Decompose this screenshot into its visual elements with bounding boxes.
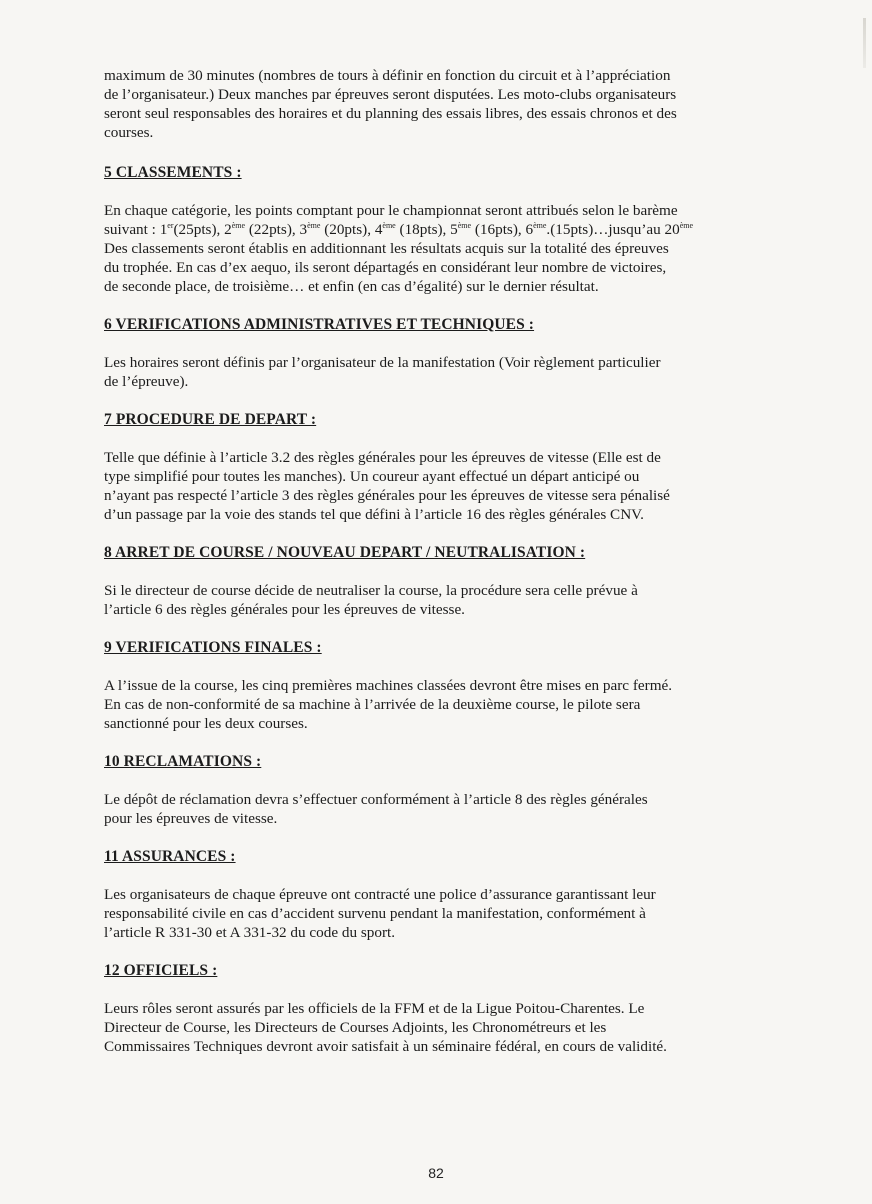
paragraph-line: Leurs rôles seront assurés par les officiels de la FFM et de la Ligue Poitou-Charentes. Le bbox=[104, 1000, 645, 1017]
rank-1: 1er(25pts), bbox=[159, 221, 225, 238]
intro-paragraph bbox=[104, 66, 784, 142]
rank-3: 3ème (20pts), bbox=[299, 221, 375, 238]
page-content bbox=[104, 66, 784, 1056]
paragraph-line: A l’issue de la course, les cinq premières machines classées devront être mises en parc fermé. bbox=[104, 677, 673, 694]
procedure-depart-paragraph bbox=[104, 448, 784, 524]
section-heading-verifications-administratives: 6 VERIFICATIONS ADMINISTRATIVES ET TECHNIQUES : bbox=[104, 316, 535, 333]
section-heading-reclamations: 10 RECLAMATIONS : bbox=[104, 753, 262, 770]
paragraph-line: Le dépôt de réclamation devra s’effectuer conformément à l’article 8 des règles générales bbox=[104, 791, 648, 808]
scan-edge-mark bbox=[863, 18, 866, 68]
points-scale-line bbox=[104, 221, 693, 238]
rank-4: 4ème (18pts), bbox=[374, 221, 451, 238]
paragraph-line: l’article 6 des règles générales pour les épreuves de vitesse. bbox=[104, 601, 465, 618]
rank-5: 5ème (16pts), bbox=[450, 221, 526, 238]
paragraph-line: responsabilité civile en cas d’accident survenu pendant la manifestation, conformément à bbox=[104, 905, 646, 922]
points-scale-prefix: suivant : bbox=[104, 221, 160, 238]
paragraph-line: Directeur de Course, les Directeurs de Courses Adjoints, les Chronométreurs et les bbox=[104, 1019, 607, 1036]
section-heading-procedure-depart: 7 PROCEDURE DE DEPART : bbox=[104, 411, 317, 428]
rank-2: 2ème (22pts), bbox=[224, 221, 300, 238]
paragraph-line: Commissaires Techniques devront avoir satisfait à un séminaire fédéral, en cours de validité. bbox=[104, 1038, 667, 1055]
paragraph-line: pour les épreuves de vitesse. bbox=[104, 810, 278, 827]
paragraph-line: En cas de non-conformité de sa machine à l’arrivée de la deuxième course, le pilote sera bbox=[104, 696, 641, 713]
classements-line: de seconde place, de troisième… et enfin (en cas d’égalité) sur le dernier résultat. bbox=[104, 278, 599, 295]
page-number: 82 bbox=[428, 1165, 444, 1181]
intro-line: courses. bbox=[104, 124, 154, 141]
paragraph-line: n’ayant pas respecté l’article 3 des règles générales pour les épreuves de vitesse sera pénalisé bbox=[104, 487, 670, 504]
rank-20: 20ème bbox=[664, 221, 694, 238]
classements-line: du trophée. En cas d’ex aequo, ils seront départagés en considérant leur nombre de victoires, bbox=[104, 259, 667, 276]
intro-line: de l’organisateur.) Deux manches par épreuves seront disputées. Les moto-clubs organisateurs bbox=[104, 86, 677, 103]
verifications-administratives-paragraph bbox=[104, 353, 784, 391]
verifications-finales-paragraph bbox=[104, 676, 784, 733]
section-heading-classements: 5 CLASSEMENTS : bbox=[104, 164, 242, 181]
classements-paragraph bbox=[104, 201, 784, 296]
section-heading-arret-de-course: 8 ARRET DE COURSE / NOUVEAU DEPART / NEUTRALISATION : bbox=[104, 544, 586, 561]
paragraph-line: Les organisateurs de chaque épreuve ont contracté une police d’assurance garantissant leur bbox=[104, 886, 656, 903]
intro-line: maximum de 30 minutes (nombres de tours à définir en fonction du circuit et à l’appréciation bbox=[104, 67, 671, 84]
officiels-paragraph bbox=[104, 999, 784, 1056]
paragraph-line: type simplifié pour toutes les manches). Un coureur ayant effectué un départ anticipé ou bbox=[104, 468, 640, 485]
classements-line: Des classements seront établis en additionnant les résultats acquis sur la totalité des épreuves bbox=[104, 240, 669, 257]
arret-de-course-paragraph bbox=[104, 581, 784, 619]
paragraph-line: sanctionné pour les deux courses. bbox=[104, 715, 308, 732]
paragraph-line: d’un passage par la voie des stands tel que défini à l’article 16 des règles générales CNV. bbox=[104, 506, 644, 523]
classements-line: En chaque catégorie, les points comptant pour le championnat seront attribués selon le barème bbox=[104, 202, 678, 219]
section-heading-officiels: 12 OFFICIELS : bbox=[104, 962, 218, 979]
paragraph-line: de l’épreuve). bbox=[104, 373, 189, 390]
assurances-paragraph bbox=[104, 885, 784, 942]
intro-line: seront seul responsables des horaires et du planning des essais libres, des essais chronos et des bbox=[104, 105, 677, 122]
paragraph-line: Les horaires seront définis par l’organisateur de la manifestation (Voir règlement particulier bbox=[104, 354, 661, 371]
reclamations-paragraph bbox=[104, 790, 784, 828]
rank-6: 6ème.(15pts)…jusqu’au bbox=[525, 221, 665, 238]
paragraph-line: Telle que définie à l’article 3.2 des règles générales pour les épreuves de vitesse (Elle est de bbox=[104, 449, 661, 466]
section-heading-assurances: 11 ASSURANCES : bbox=[104, 848, 236, 865]
section-heading-verifications-finales: 9 VERIFICATIONS FINALES : bbox=[104, 639, 322, 656]
paragraph-line: Si le directeur de course décide de neutraliser la course, la procédure sera celle prévue à bbox=[104, 582, 638, 599]
paragraph-line: l’article R 331-30 et A 331-32 du code du sport. bbox=[104, 924, 396, 941]
